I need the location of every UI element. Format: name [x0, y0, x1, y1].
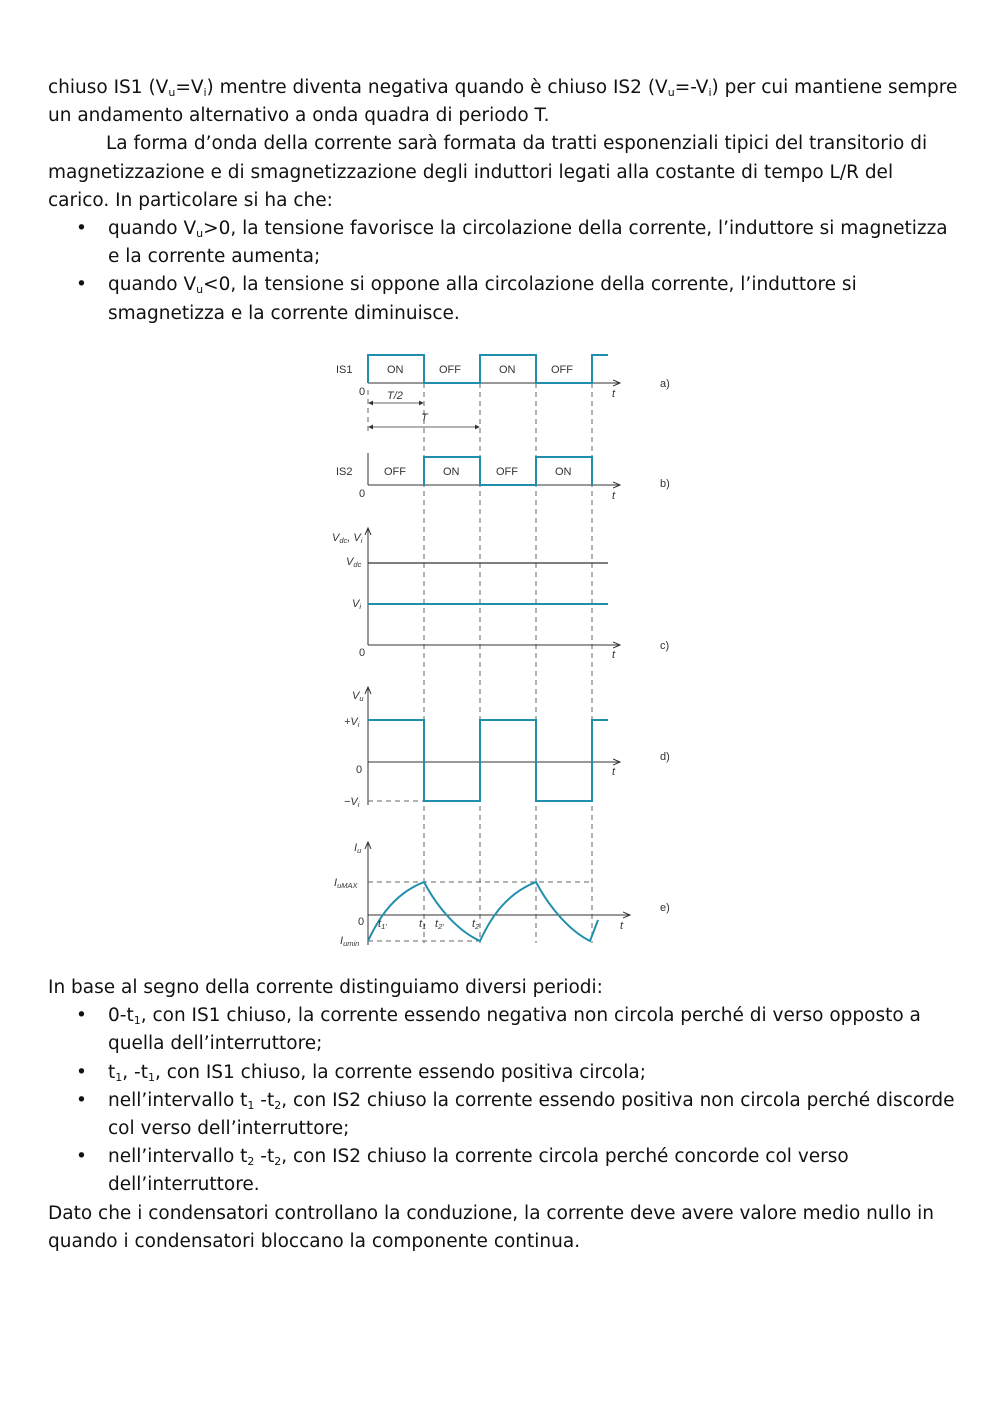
svg-text:+Vi: +Vi: [344, 716, 360, 729]
bottom-text: [48, 974, 958, 1256]
list-item: • nell’intervallo $t_1$ $-t_2$, con IS2 chiuso la corrente essendo positiva non circola perché discorde col verso dell’interruttore;: [48, 1087, 958, 1143]
svg-text:OFF: OFF: [551, 364, 573, 376]
dashed-guides: [368, 365, 592, 943]
svg-text:−Vi: −Vi: [344, 796, 360, 809]
iu-waveform: [368, 882, 598, 941]
svg-text:IS1: IS1: [336, 364, 353, 376]
panel-b-is2: [336, 453, 670, 502]
svg-text:ON: ON: [499, 364, 516, 376]
vu-waveform: [368, 720, 608, 801]
svg-text:0: 0: [359, 386, 366, 398]
svg-text:OFF: OFF: [439, 364, 461, 376]
svg-text:t2: t2: [472, 918, 480, 931]
svg-text:0: 0: [359, 488, 366, 500]
svg-text:t: t: [612, 490, 616, 502]
paragraph-2: La forma d’onda della corrente sarà formata da tratti esponenziali tipici del transitorio di magnetizzazione e di smagnetizzazione degli induttori legati alla costante di tempo L/R del carico. In particolare si ha che:: [48, 133, 928, 211]
list-item: • quando $V_u<0$, la tensione si oppone alla circolazione della corrente, l’induttore si smagnetizza e la corrente diminuisce.: [48, 271, 958, 327]
svg-text:ON: ON: [555, 466, 572, 478]
svg-text:ON: ON: [387, 364, 404, 376]
svg-text:Vu: Vu: [352, 690, 364, 703]
svg-text:t: t: [612, 766, 616, 778]
svg-text:t1': t1': [378, 918, 387, 931]
panel-c-input-voltage: [332, 528, 669, 661]
svg-text:Vdc, Vi: Vdc, Vi: [332, 532, 363, 545]
svg-text:Iu: Iu: [354, 842, 362, 855]
panel-d-output-voltage: [344, 687, 670, 809]
svg-text:0: 0: [359, 647, 366, 659]
svg-text:t1: t1: [419, 918, 427, 931]
svg-text:OFF: OFF: [496, 466, 518, 478]
svg-text:a): a): [660, 378, 670, 390]
list-item: • quando $V_u>0$, la tensione favorisce la circolazione della corrente, l’induttore si magnetizza e la corrente aumenta;: [48, 215, 958, 271]
svg-text:t: t: [620, 920, 624, 932]
top-text: [48, 74, 958, 328]
svg-text:c): c): [660, 640, 670, 652]
svg-text:e): e): [660, 902, 670, 914]
svg-text:d): d): [660, 751, 670, 763]
waveform-diagram: [320, 345, 700, 957]
list-item: • nell’intervallo $t_2$ $-t_2$, con IS2 chiuso la corrente circola perché concorde col verso dell’interruttore.: [48, 1143, 958, 1199]
svg-text:T: T: [421, 412, 428, 424]
list-item: • $0-t_1$, con IS1 chiuso, la corrente essendo negativa non circola perché di verso opposto a quella dell’interruttore;: [48, 1002, 958, 1058]
svg-text:IS2: IS2: [336, 466, 353, 478]
bullet-list-bottom: [48, 1002, 958, 1199]
svg-text:Iumin: Iumin: [340, 935, 360, 948]
svg-text:IuMAX: IuMAX: [334, 877, 358, 890]
svg-text:t2': t2': [435, 918, 444, 931]
svg-text:T/2: T/2: [387, 390, 403, 402]
final-paragraph: Dato che i condensatori controllano la conduzione, la corrente deve avere valore medio nullo in quando i condensatori bloccano la componente continua.: [48, 1202, 934, 1252]
paragraph-1: chiuso IS1 $(V_u=V_i)$ mentre diventa negativa quando è chiuso IS2 $(V_u=-V_i)$ per cui mantiene sempre un andamento alternativo a onda quadra di periodo T.: [48, 77, 958, 127]
panel-e-output-current: [334, 842, 670, 948]
bullet-list-top: [48, 215, 958, 328]
list-intro: In base al segno della corrente distinguiamo diversi periodi:: [48, 977, 603, 998]
panel-a-is1: [336, 355, 670, 427]
svg-text:0: 0: [358, 916, 365, 928]
svg-text:Vi: Vi: [352, 598, 362, 611]
svg-text:OFF: OFF: [384, 466, 406, 478]
svg-text:ON: ON: [443, 466, 460, 478]
svg-text:t: t: [612, 388, 616, 400]
svg-text:b): b): [660, 478, 670, 490]
svg-text:Vdc: Vdc: [346, 556, 362, 569]
list-item: • $t_1$, $-t_1$, con IS1 chiuso, la corrente essendo positiva circola;: [48, 1059, 958, 1087]
svg-text:0: 0: [356, 764, 363, 776]
svg-text:t: t: [612, 649, 616, 661]
